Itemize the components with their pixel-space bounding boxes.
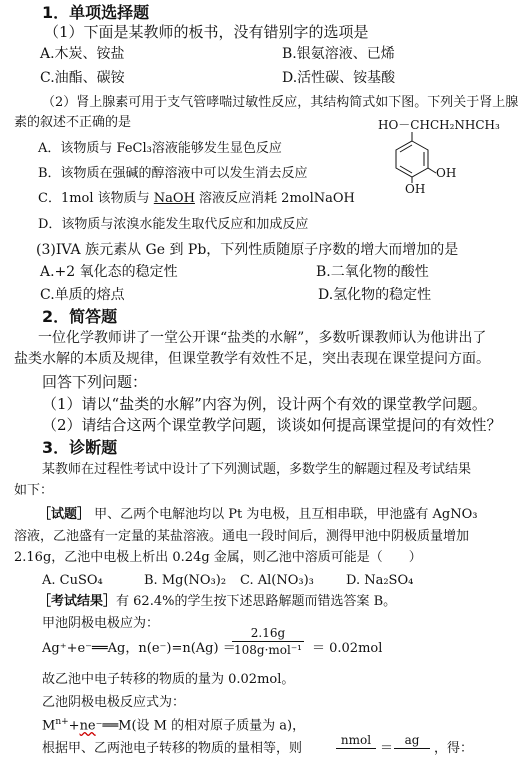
last-line-pre: 根据甲、乙两池电子转移的物质的量相等，则	[42, 741, 303, 756]
q1-option-c: C.油酯、碳铵	[40, 70, 125, 86]
q2-option-a: A．该物质与 FeCl₃溶液能够发生显色反应	[38, 141, 282, 156]
adrenaline-structure	[378, 119, 518, 194]
equation2-plus: +	[68, 718, 80, 734]
equation2-charge: n+	[55, 717, 69, 727]
equation2-ne: ne	[79, 718, 96, 734]
test-line3: 2.16g，乙池中电极上析出 0.24g 金属，则乙池中溶质可能是（ ）	[14, 550, 422, 565]
q1-option-a: A.木炭、铵盐	[40, 46, 125, 62]
q3-option-a: A.+2 氧化态的稳定性	[40, 264, 178, 280]
result-label: ［考试结果］	[38, 594, 117, 609]
test-option-a: A. CuSO₄	[42, 573, 103, 588]
fraction-bar	[394, 748, 430, 749]
section2-ask: 回答下列问题：	[42, 373, 148, 391]
fraction-bar	[336, 748, 376, 749]
last-fraction-1-numerator: nmol	[340, 733, 372, 747]
section2-q2: （2）请结合这两个课堂教学问题，谈谈如何提高课堂提问的有效性？	[42, 416, 502, 434]
result-line	[38, 595, 396, 608]
equation2-rest: ⁻══M(设 M 的相对原子质量为 a)，	[95, 718, 306, 734]
section3-para-line2: 如下：	[14, 483, 54, 498]
structure-oh-2: OH	[405, 182, 426, 196]
q3-option-d: D.氢化物的稳定性	[318, 287, 432, 303]
q2-option-d: D．该物质与浓溴水能发生取代反应和加成反应	[38, 217, 309, 232]
cathode-jia-label: 甲池阴极电极应为：	[42, 616, 160, 631]
equation2	[42, 718, 305, 732]
test-option-c: C. Al(NO₃)₃	[240, 573, 314, 588]
equation1-right: ＝ 0.02mol	[312, 641, 383, 656]
q3-option-c: C.单质的熔点	[40, 287, 125, 303]
section2-title: 2．简答题	[42, 307, 118, 326]
test-line1-text: 甲、乙两个电解池均以 Pt 为电极，且互相串联，甲池盛有 AgNO₃	[94, 507, 478, 522]
transfer-statement: 故乙池中电子转移的物质的量为 0.02mol。	[42, 672, 295, 687]
structure-side-chain: HO－CHCH₂NHCH₃	[378, 118, 500, 132]
equation1-fraction	[232, 626, 304, 657]
equation1-denominator: 108g·mol⁻¹	[234, 643, 302, 657]
structure-oh-1: OH	[436, 166, 457, 180]
test-option-d: D. Na₂SO₄	[346, 573, 414, 588]
q3-option-b: B.二氧化物的酸性	[316, 264, 429, 280]
cathode-yi-label: 乙池阴极电极反应式为：	[42, 695, 186, 710]
result-text: 有 62.4%的学生按下述思路解题而错选答案 B。	[116, 594, 397, 609]
section3-para-line1: 某教师在过程性考试中设计了下列测试题，多数学生的解题过程及考试结果	[42, 462, 472, 477]
section1-title: 1．单项选择题	[42, 3, 150, 22]
test-line1	[38, 508, 477, 521]
last-fraction-1	[336, 733, 376, 750]
benzene-ring	[378, 119, 518, 194]
q1-option-b: B.银氨溶液、已烯	[282, 46, 395, 62]
q2-stem-line2: 素的叙述不正确的是	[14, 115, 132, 130]
test-option-b: B. Mg(NO₃)₂	[144, 573, 227, 588]
test-line2: 溶液，乙池盛有一定量的某盐溶液。通电一段时间后，测得甲池中阴极质量增加	[14, 529, 470, 544]
last-fraction-2	[394, 733, 430, 750]
q2-stem-line1: （2）肾上腺素可用于支气管哮喘过敏性反应，其结构简式如下图。下列关于肾上腺	[42, 95, 519, 110]
q2-option-c-pre: C．1mol 该物质与	[38, 191, 154, 206]
equation1-left: Ag⁺+e⁻══Ag，n(e⁻)=n(Ag) ＝	[42, 641, 236, 656]
q2-option-c-naoh: NaOH	[153, 191, 195, 206]
test-label: ［试题］	[38, 507, 91, 522]
section3-title: 3．诊断题	[42, 438, 118, 457]
section2-para-line2: 盐类水解的本质及规律，但课堂教学有效性不足，突出表现在课堂提问方面。	[14, 351, 490, 367]
last-line-post: ，得：	[434, 741, 474, 756]
q1-stem: （1）下面是某教师的板书，没有错别字的选项是	[44, 23, 369, 41]
q2-option-b: B．该物质在强碱的醇溶液中可以发生消去反应	[38, 166, 308, 181]
section2-para-line1: 一位化学教师讲了一堂公开课“盐类的水解”，多数听课教师认为他讲出了	[38, 330, 487, 346]
q3-stem: (3)IVA 族元素从 Ge 到 Pb，下列性质随原子序数的增大而增加的是	[36, 242, 459, 258]
last-equals: ＝	[380, 741, 394, 756]
q2-option-c	[38, 192, 355, 205]
fraction-bar	[232, 641, 304, 642]
last-fraction-2-numerator: ag	[404, 733, 420, 747]
section2-q1: （1）请以“盐类的水解”内容为例，设计两个有效的课堂教学问题。	[42, 395, 487, 413]
equation1-numerator: 2.16g	[250, 626, 286, 640]
q1-option-d: D.活性碳、铵基酸	[282, 70, 396, 86]
equation2-m: M	[42, 718, 56, 734]
q2-option-c-post: 溶液反应消耗 2molNaOH	[194, 191, 355, 206]
